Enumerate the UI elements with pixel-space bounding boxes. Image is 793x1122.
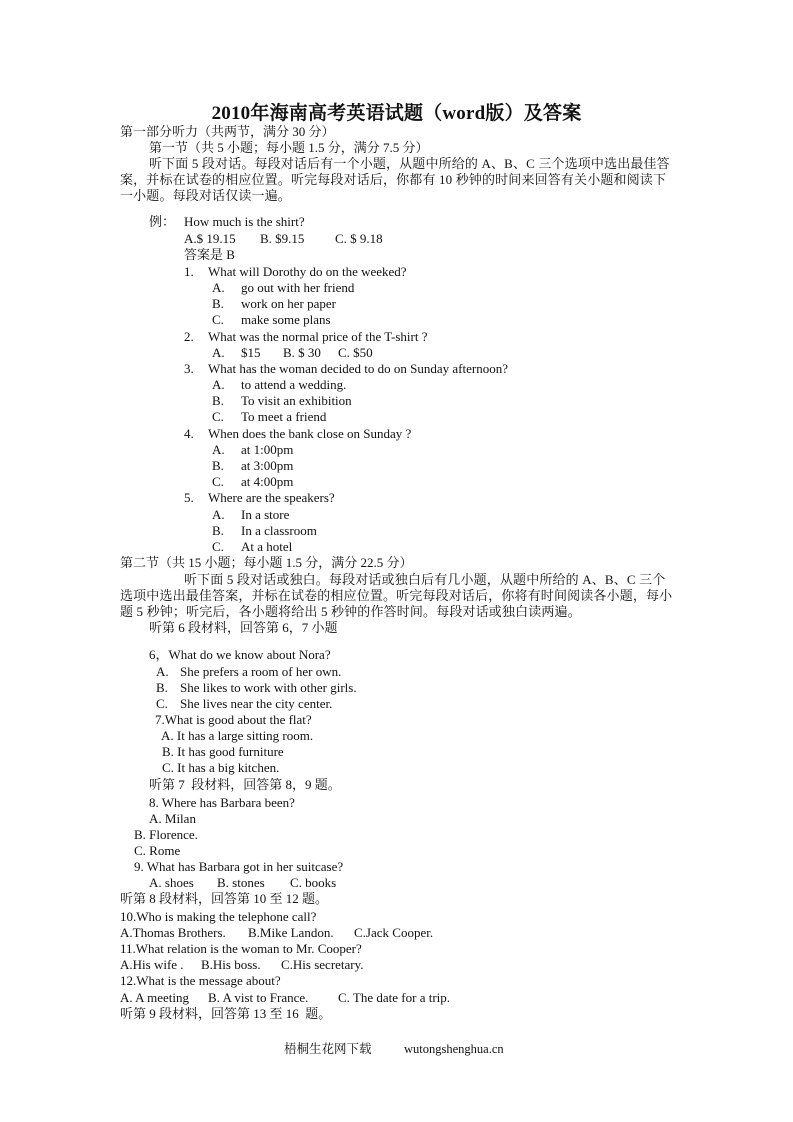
q7-text: 7.What is good about the flat?: [155, 712, 312, 727]
q4-number: 4.: [184, 426, 194, 441]
q2-option-c: C. $50: [338, 345, 373, 360]
q3-option-c: To meet a friend: [241, 409, 327, 424]
q4-option-c: at 4:00pm: [241, 474, 294, 489]
q3-option-c-label: C.: [212, 409, 224, 424]
q5-option-a: In a store: [241, 507, 290, 522]
q6-option-b-label: B.: [156, 680, 168, 695]
part1-heading: 第一部分听力（共两节，满分 30 分）: [120, 124, 335, 139]
q3-text: What has the woman decided to do on Sunday afternoon?: [208, 361, 508, 376]
footer-site-url[interactable]: wutongshenghua.cn: [404, 1042, 504, 1056]
q12-option-b: B. A vist to France.: [208, 990, 309, 1005]
q10-option-b: B.Mike Landon.: [248, 925, 334, 940]
material9-instruction: 听第 9 段材料，回答第 13 至 16 题。: [120, 1006, 332, 1021]
q11-option-c: C.His secretary.: [281, 957, 364, 972]
material7-instruction: 听第 7 段材料，回答第 8，9 题。: [149, 777, 341, 792]
material8-instruction: 听第 8 段材料，回答第 10 至 12 题。: [120, 891, 329, 906]
example-option-b: B. $9.15: [260, 231, 305, 246]
q6-option-b: She likes to work with other girls.: [180, 680, 357, 695]
q2-option-b: B. $ 30: [283, 345, 321, 360]
section2-heading: 第二节（共 15 小题；每小题 1.5 分，满分 22.5 分）: [120, 555, 413, 570]
q4-option-a-label: A.: [212, 442, 225, 457]
q1-option-c: make some plans: [241, 312, 331, 327]
q11-text: 11.What relation is the woman to Mr. Cooper?: [120, 941, 362, 956]
q10-option-a: A.Thomas Brothers.: [120, 925, 226, 940]
q2-option-a: $15: [241, 345, 261, 360]
q3-option-b: To visit an exhibition: [241, 393, 352, 408]
q8-option-a: A. Milan: [149, 811, 196, 826]
q1-option-a-label: A.: [212, 280, 225, 295]
section2-instructions: 听下面 5 段对话或独白。每段对话或独白后有几小题，从题中所给的 A、B、C 三个选项中选出最佳答案，并标在试卷的相应位置。听完每段对话后，你将有时间阅读各小题，每小题 5 秒钟；听完后，各小题将给出 5 秒钟的作答时间。每段对话或独白读两遍。: [120, 572, 673, 620]
q3-option-a-label: A.: [212, 377, 225, 392]
q9-option-b: B. stones: [217, 875, 265, 890]
q8-option-c: C. Rome: [134, 843, 181, 858]
example-option-a: A.$ 19.15: [184, 231, 236, 246]
q5-option-c-label: C.: [212, 539, 224, 554]
q9-option-c: C. books: [290, 875, 337, 890]
q5-number: 5.: [184, 490, 194, 505]
example-answer: 答案是 B: [184, 247, 235, 262]
footer-site-name: 梧桐生花网下载: [284, 1042, 372, 1056]
q6-option-c-label: C.: [156, 696, 168, 711]
example-label: 例：: [149, 214, 176, 229]
example-question: How much is the shirt?: [184, 214, 305, 229]
q5-text: Where are the speakers?: [208, 490, 335, 505]
q4-option-b-label: B.: [212, 458, 224, 473]
q6-option-a-label: A.: [156, 664, 169, 679]
q2-number: 2.: [184, 329, 194, 344]
q11-option-b: B.His boss.: [201, 957, 261, 972]
material6-instruction: 听第 6 段材料，回答第 6，7 小题: [149, 620, 338, 635]
q5-option-b: In a classroom: [241, 523, 317, 538]
q4-option-c-label: C.: [212, 474, 224, 489]
q8-option-b: B. Florence.: [134, 827, 198, 842]
q6-option-c: She lives near the city center.: [180, 696, 333, 711]
q3-option-a: to attend a wedding.: [241, 377, 347, 392]
section1-instructions: 听下面 5 段对话。每段对话后有一个小题，从题中所给的 A、B、C 三个选项中选出最佳答案，并标在试卷的相应位置。听完每段对话后，你都有 10 秒钟的时间来回答有关小题和阅读下一小题。每段对话仅读一遍。: [120, 156, 670, 204]
q11-option-a: A.His wife .: [120, 957, 184, 972]
q6-option-a: She prefers a room of her own.: [180, 664, 342, 679]
document-title: 2010年海南高考英语试题（word版）及答案: [211, 103, 582, 124]
q7-option-b: B. It has good furniture: [162, 744, 284, 759]
q9-text: 9. What has Barbara got in her suitcase?: [134, 859, 344, 874]
q1-option-b: work on her paper: [241, 296, 336, 311]
q1-option-b-label: B.: [212, 296, 224, 311]
q5-option-b-label: B.: [212, 523, 224, 538]
section1-heading: 第一节（共 5 小题；每小题 1.5 分，满分 7.5 分）: [149, 140, 429, 155]
q1-number: 1.: [184, 264, 194, 279]
q1-option-a: go out with her friend: [241, 280, 355, 295]
q4-option-b: at 3:00pm: [241, 458, 294, 473]
q2-option-a-label: A.: [212, 345, 225, 360]
q4-option-a: at 1:00pm: [241, 442, 294, 457]
q7-option-c: C. It has a big kitchen.: [162, 760, 280, 775]
q3-option-b-label: B.: [212, 393, 224, 408]
q3-number: 3.: [184, 361, 194, 376]
example-option-c: C. $ 9.18: [335, 231, 383, 246]
q10-text: 10.Who is making the telephone call?: [120, 909, 317, 924]
q5-option-c: At a hotel: [241, 539, 293, 554]
q1-option-c-label: C.: [212, 312, 224, 327]
q4-text: When does the bank close on Sunday ?: [208, 426, 412, 441]
q5-option-a-label: A.: [212, 507, 225, 522]
q9-option-a: A. shoes: [149, 875, 194, 890]
q1-text: What will Dorothy do on the weeked?: [208, 264, 407, 279]
q8-text: 8. Where has Barbara been?: [149, 795, 295, 810]
q6-text: 6，What do we know about Nora?: [149, 647, 331, 662]
q12-option-c: C. The date for a trip.: [338, 990, 451, 1005]
q7-option-a: A. It has a large sitting room.: [161, 728, 314, 743]
q10-option-c: C.Jack Cooper.: [354, 925, 434, 940]
q12-text: 12.What is the message about?: [120, 973, 281, 988]
q2-text: What was the normal price of the T-shirt ?: [208, 329, 428, 344]
q12-option-a: A. A meeting: [120, 990, 189, 1005]
